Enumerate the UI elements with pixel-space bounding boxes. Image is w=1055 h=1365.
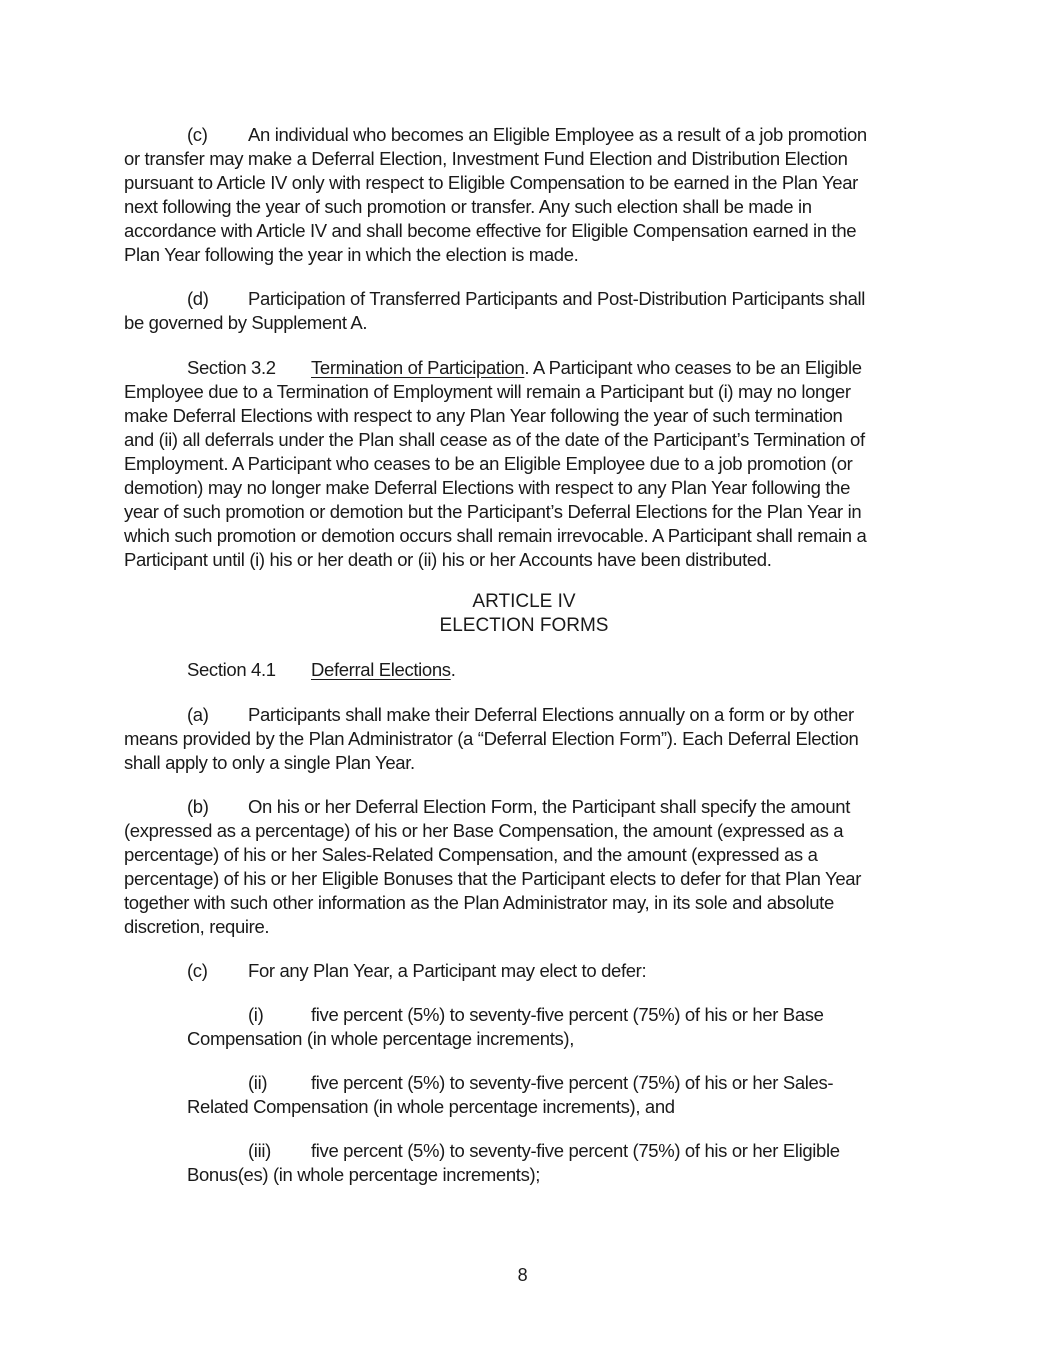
text-line: Bonus(es) (in whole percentage increments);	[187, 1164, 541, 1185]
text-line: discretion, require.	[124, 916, 270, 937]
text-line: (expressed as a percentage) of his or her Base Compensation, the amount (expressed as a	[124, 820, 844, 841]
text-line: Employment. A Participant who ceases to be an Eligible Employee due to a job promotion (or	[124, 453, 853, 474]
text-line: Participant until (i) his or her death or (ii) his or her Accounts have been distributed.	[124, 549, 772, 570]
sub-item-label: (iii)	[248, 1140, 271, 1161]
text-line: .	[450, 659, 456, 680]
text-line: year of such promotion or demotion but the Participant’s Deferral Elections for the Plan Year in	[124, 501, 862, 522]
paragraph-3-1-d	[124, 287, 924, 335]
article-title: ELECTION FORMS	[439, 615, 609, 636]
section-title: Deferral Elections	[311, 659, 451, 680]
text-line: Plan Year following the year in which the election is made.	[124, 244, 579, 265]
section-number: Section 3.2	[187, 357, 276, 378]
paragraph-4-1-b	[124, 795, 924, 939]
text-line: five percent (5%) to seventy-five percent (75%) of his or her Base	[311, 1004, 824, 1025]
paragraph-label: (c)	[187, 124, 208, 145]
text-line: be governed by Supplement A.	[124, 312, 368, 333]
sub-item-label: (i)	[248, 1004, 264, 1025]
sub-item-i	[124, 1003, 924, 1051]
text-line: Compensation (in whole percentage increments),	[187, 1028, 574, 1049]
text-line: demotion) may no longer make Deferral Elections with respect to any Plan Year following the	[124, 477, 851, 498]
sub-item-ii	[124, 1071, 924, 1119]
article-heading	[124, 590, 924, 638]
section-3-2	[124, 356, 924, 572]
section-title: Termination of Participation	[311, 357, 525, 378]
text-line: For any Plan Year, a Participant may elect to defer:	[248, 960, 647, 981]
section-4-1-heading	[124, 658, 924, 682]
paragraph-4-1-a	[124, 703, 924, 775]
paragraph-3-1-c	[124, 123, 924, 267]
paragraph-label: (a)	[187, 704, 209, 725]
text-line: means provided by the Plan Administrator (a “Deferral Election Form”). Each Deferral Election	[124, 728, 859, 749]
text-line: make Deferral Elections with respect to any Plan Year following the year of such termination	[124, 405, 843, 426]
text-line: Participation of Transferred Participants and Post-Distribution Participants shall	[248, 288, 866, 309]
text-line: five percent (5%) to seventy-five percent (75%) of his or her Eligible	[311, 1140, 840, 1161]
text-line: An individual who becomes an Eligible Employee as a result of a job promotion	[248, 124, 867, 145]
text-line: pursuant to Article IV only with respect to Eligible Compensation to be earned in the Plan Year	[124, 172, 858, 193]
text-line: which such promotion or demotion occurs shall remain irrevocable. A Participant shall remain a	[124, 525, 867, 546]
paragraph-4-1-c	[124, 959, 924, 983]
text-line: percentage) of his or her Eligible Bonuses that the Participant elects to defer for that Plan Year	[124, 868, 862, 889]
text-line: shall apply to only a single Plan Year.	[124, 752, 415, 773]
text-line: Participants shall make their Deferral Elections annually on a form or by other	[248, 704, 854, 725]
text-line: accordance with Article IV and shall become effective for Eligible Compensation earned in the	[124, 220, 857, 241]
text-line: On his or her Deferral Election Form, the Participant shall specify the amount	[248, 796, 850, 817]
article-number: ARTICLE IV	[472, 591, 576, 612]
sub-item-label: (ii)	[248, 1072, 268, 1093]
paragraph-label: (d)	[187, 288, 209, 309]
text-line: together with such other information as the Plan Administrator may, in its sole and absolute	[124, 892, 834, 913]
text-line: Related Compensation (in whole percentage increments), and	[187, 1096, 675, 1117]
text-line: and (ii) all deferrals under the Plan shall cease as of the date of the Participant’s Termination of	[124, 429, 865, 450]
text-line: next following the year of such promotion or transfer. Any such election shall be made in	[124, 196, 812, 217]
page-number: 8	[517, 1265, 528, 1285]
text-line: or transfer may make a Deferral Election, Investment Fund Election and Distribution Election	[124, 148, 848, 169]
text-line: Employee due to a Termination of Employment will remain a Participant but (i) may no longer	[124, 381, 851, 402]
paragraph-label: (b)	[187, 796, 209, 817]
text-line: percentage) of his or her Sales-Related Compensation, and the amount (expressed as a	[124, 844, 818, 865]
paragraph-label: (c)	[187, 960, 208, 981]
text-line: five percent (5%) to seventy-five percent (75%) of his or her Sales-	[311, 1072, 834, 1093]
section-number: Section 4.1	[187, 659, 276, 680]
sub-item-iii	[124, 1139, 924, 1187]
text-line: . A Participant who ceases to be an Eligible	[524, 357, 862, 378]
